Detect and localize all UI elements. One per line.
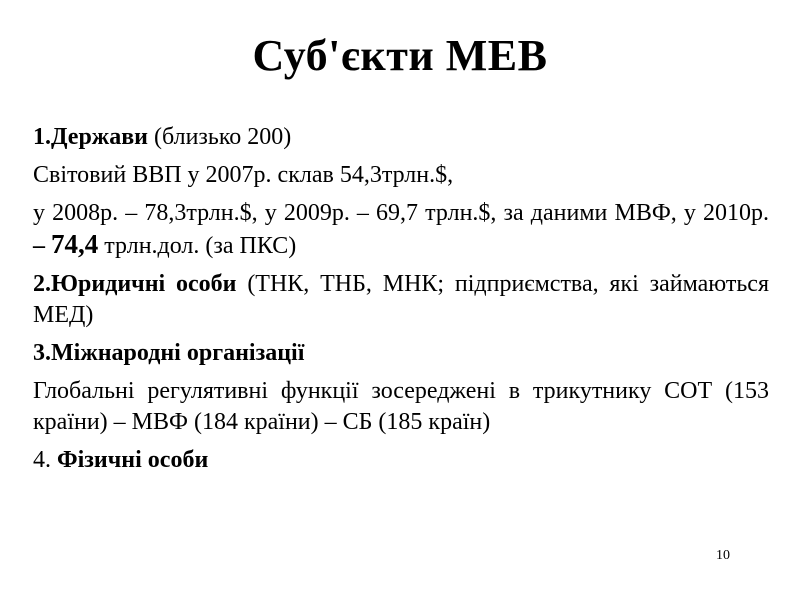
legal-entities-note: (ТНК, ТНБ, МНК; підприємства, які займаються МЕД) [33, 271, 769, 328]
slide-body [33, 122, 769, 483]
paragraph-individuals [33, 445, 769, 476]
intl-orgs-heading: 3.Міжнародні організації [33, 340, 305, 366]
states-note: (близько 200) [148, 124, 292, 150]
slide-title: Суб'єкти МЕВ [252, 31, 548, 80]
paragraph-gdp-2007: Світовий ВВП у 2007р. склав 54,3трлн.$, [33, 162, 454, 188]
legal-entities-heading: 2.Юридичні особи [33, 271, 237, 297]
individuals-heading: Фізичні особи [51, 447, 209, 473]
gdp-2010-unit: трлн.дол. (за ПКС) [98, 233, 297, 259]
gdp-2010-value: 74,4 [51, 229, 99, 259]
individuals-number: 4. [33, 447, 51, 473]
gdp-later-text: у 2008р. – 78,3трлн.$, у 2009р. – 69,7 трлн.$, за даними МВФ, у 2010р. [33, 200, 769, 226]
paragraph-legal-entities [33, 269, 769, 331]
paragraph-global-functions: Глобальні регулятивні функції зосереджені в трикутнику СОТ (153 країни) – МВФ (184 країни) – СБ (185 країн) [33, 378, 769, 435]
states-heading: 1.Держави [33, 124, 148, 150]
paragraph-gdp-later [33, 198, 769, 262]
page-number: 10 [716, 548, 730, 563]
paragraph-intl-orgs [33, 338, 769, 369]
gdp-dash: – [33, 233, 45, 259]
paragraph-states [33, 122, 769, 153]
